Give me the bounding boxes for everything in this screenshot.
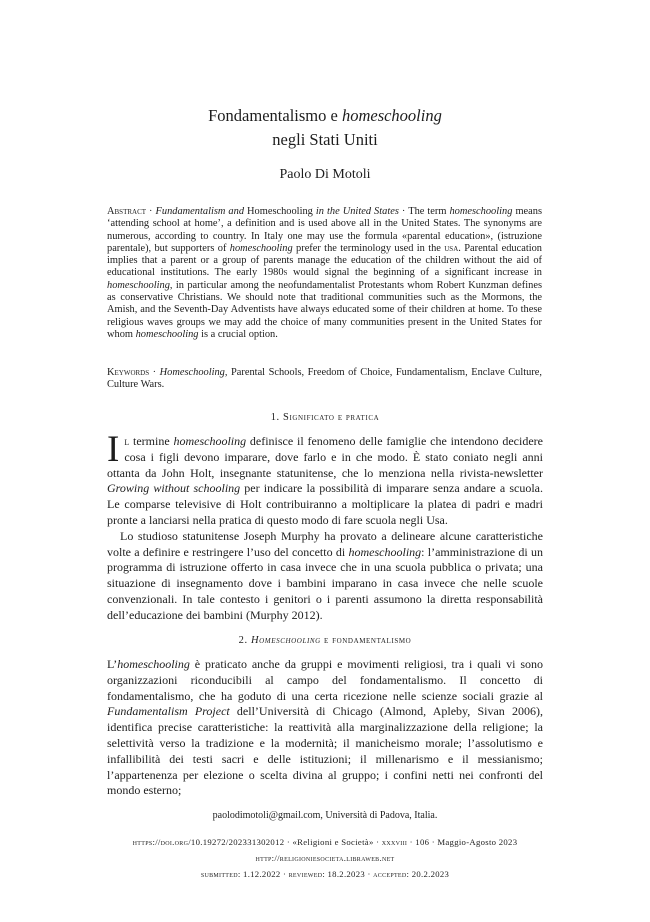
section-1-heading: 1. Significato e pratica xyxy=(270,412,380,423)
abstract: Abstract · Fundamentalism and Homeschooling in the United States · The term homeschooling means ‘attending school at home’, a definition and is used above all in the United States. The synonyms are numerous, according to country. In Italy one may use the formula «parental education», (istruzione parentale), but supporters of homeschooling prefer the terminology used in the usa. Parental education implies that a parent or a group of parents manage the education of the children without the aid of educational institutions. The early 1980s would signal the beginning of a significant increase in homeschooling, in particular among the neofundamentalist Protestants whom Robert Kunzman defines as conservative Christians. We should note that traditional communities such as the Mormons, the Amish, and the Seventh-Day Adventists have always educated some of their children at home. To these religious waves groups we may add the choice of many communities present in the United States for whom homeschooling is a crucial option. xyxy=(107,206,542,340)
title-line-2: negli Stati Uniti xyxy=(272,130,378,149)
title-line-1: Fondamentalismo e homeschooling xyxy=(208,106,442,125)
author-name: Paolo Di Motoli xyxy=(279,167,371,182)
section-1-body xyxy=(107,429,543,624)
section-2-body xyxy=(107,657,543,799)
section-2-heading: 2. Homeschooling e fondamentalismo xyxy=(238,635,412,646)
drop-cap: I xyxy=(107,429,120,470)
paragraph: Lo studioso statunitense Joseph Murphy ha provato a delineare alcune caratteristiche volte a definire e restringere l’uso del concetto di homeschooling: l’amministrazione di un programma di istruzione offerto in casa invece che in una scuola pubblica o privata; una situazione di insegnamento dove i bambini imparano in casa invece che nelle scuole convenzionali. In tale contesto i genitori o i parenti assumono la diretta responsabilità dell’educazione dei bambini (Murphy 2012). xyxy=(107,528,543,622)
keywords: Keywords · Homeschooling, Parental Schools, Freedom of Choice, Fundamentalism, Enclave Culture, Culture Wars. xyxy=(107,367,542,391)
paragraph: L’homeschooling è praticato anche da gruppi e movimenti religiosi, tra i quali vi sono organizzazioni riconducibili al campo del fondamentalismo. Il concetto di fondamentalismo, che ha goduto di una certa ricezione nelle scienze sociali grazie al Fundamentalism Project dell’Università di Chicago (Almond, Apleby, Sivan 2006), identifica precise caratteristiche: la reattività alla marginalizzazione della religione; la selettività verso la tradizione e la modernità; il manicheismo morale; l’assolutismo e infallibilità dei testi sacri e delle istituzioni; il millenarismo e il messianismo; l’appartenenza per elezione o scelta divina al gruppo; i confini netti nei confronti del mondo esterno; xyxy=(107,657,543,798)
paragraph: Il termine homeschooling definisce il fenomeno delle famiglie che intendono decidere cosa i figli devono imparare, dove farlo e in che modo. È stato coniato negli anni ottanta da John Holt, insegnante statunitense, che lo menziona nella rivista-newsletter Growing without schooling per indicare la possibilità di imparare senza andare a scuola. Le comparse televisive di Holt contribuiranno a moltiplicare la platea di padri e madri pronte a lanciarsi nella pratica di questo modo di fare scuola negli Usa. xyxy=(107,429,543,527)
keywords-label: Keywords xyxy=(107,367,150,378)
journal-url: http://religioniesocieta.libraweb.net xyxy=(255,853,395,863)
author-email: paolodimotoli@gmail.com, Università di Padova, Italia. xyxy=(212,810,438,821)
abstract-label: Abstract xyxy=(107,206,147,217)
article-title xyxy=(0,104,650,152)
citation-line: https://doi.org/10.19272/202331302012 · «Religioni e Società» · xxxviii · 106 · Maggio-Agosto 2023 xyxy=(132,837,518,847)
submission-dates: submitted: 1.12.2022 · reviewed: 18.2.2023 · accepted: 20.2.2023 xyxy=(200,869,450,879)
